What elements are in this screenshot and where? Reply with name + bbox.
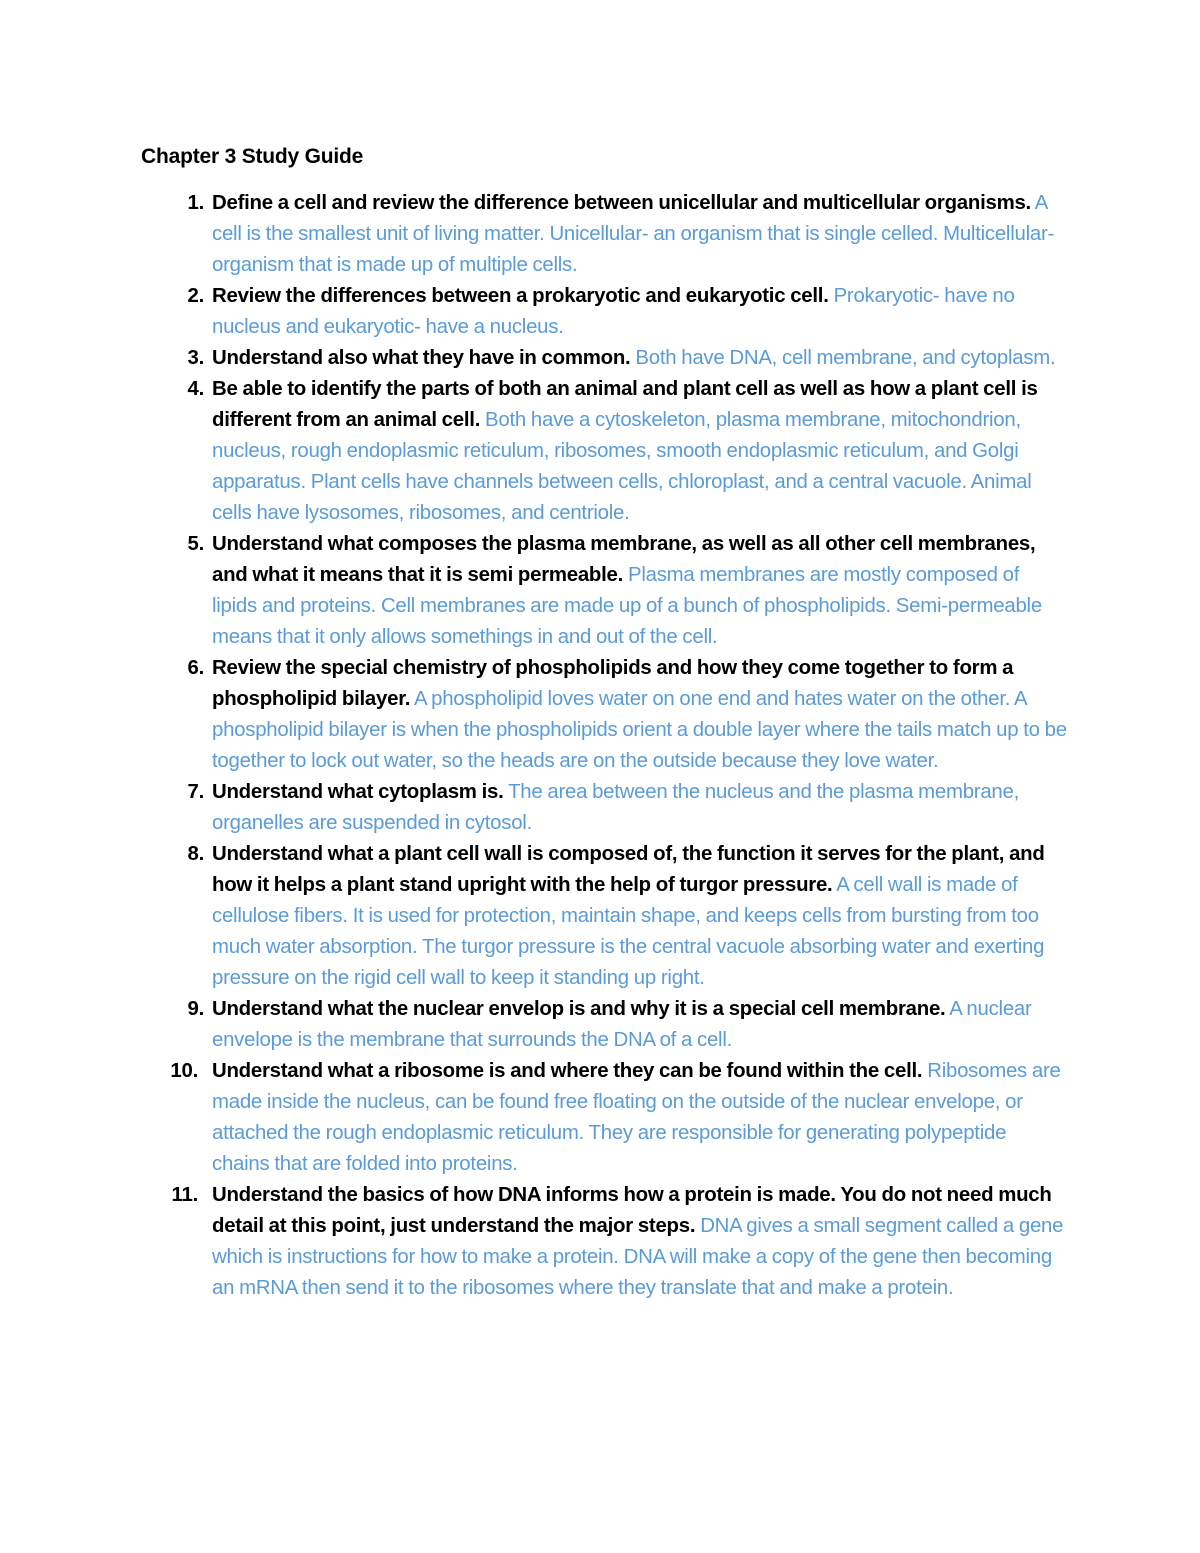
list-item bbox=[187, 839, 1068, 994]
answer-text: A cell is the smallest unit of living matter. Unicellular- an organism that is single celled. Multicellular- organism that is made up of multiple cells. bbox=[212, 192, 1055, 276]
study-question-list bbox=[170, 188, 1068, 1304]
list-item bbox=[187, 777, 1068, 839]
answer-text: The area between the nucleus and the plasma membrane, organelles are suspended in cytosol. bbox=[212, 781, 1020, 834]
list-item bbox=[170, 1056, 1068, 1180]
answer-text: A phospholipid loves water on one end and hates water on the other. A phospholipid bilayer is when the phospholipids orient a double layer where the tails match up to be together to lock out water, so the heads are on the outside because they love water. bbox=[212, 688, 1067, 772]
item-number: 1. bbox=[187, 192, 204, 214]
answer-text: Prokaryotic- have no nucleus and eukaryotic- have a nucleus. bbox=[212, 285, 1015, 338]
item-number: 10. bbox=[170, 1060, 198, 1082]
answer-text: A nuclear envelope is the membrane that surrounds the DNA of a cell. bbox=[212, 998, 1032, 1051]
answer-text: Both have DNA, cell membrane, and cytoplasm. bbox=[635, 347, 1056, 369]
list-item bbox=[187, 343, 1068, 374]
list-item bbox=[187, 188, 1068, 281]
question-text: Understand also what they have in common. bbox=[212, 347, 631, 369]
answer-text: DNA gives a small segment called a gene which is instructions for how to make a protein. DNA will make a copy of the gene then becoming an mRNA then send it to the ribosomes where they translate that and make a protein. bbox=[212, 1215, 1064, 1299]
question-text: Review the special chemistry of phospholipids and how they come together to form a phospholipid bilayer. bbox=[212, 657, 1014, 710]
list-item bbox=[187, 529, 1068, 653]
list-item bbox=[187, 994, 1068, 1056]
list-item bbox=[187, 374, 1068, 529]
item-number: 9. bbox=[187, 998, 204, 1020]
question-text: Understand what composes the plasma membrane, as well as all other cell membranes, and what it means that it is semi permeable. bbox=[212, 533, 1036, 586]
question-text: Understand what a ribosome is and where they can be found within the cell. bbox=[212, 1060, 923, 1082]
question-text: Understand what cytoplasm is. bbox=[212, 781, 504, 803]
question-text: Define a cell and review the difference between unicellular and multicellular organisms. bbox=[212, 192, 1031, 214]
answer-text: Both have a cytoskeleton, plasma membrane, mitochondrion, nucleus, rough endoplasmic reticulum, ribosomes, smooth endoplasmic reticulum, and Golgi apparatus. Plant cells have channels between cells, chloroplast, and a central vacuole. Animal cells have lysosomes, ribosomes, and centriole. bbox=[212, 409, 1032, 524]
item-number: 4. bbox=[187, 378, 204, 400]
item-number: 7. bbox=[187, 781, 204, 803]
question-text: Understand what a plant cell wall is composed of, the function it serves for the plant, and how it helps a plant stand upright with the help of turgor pressure. bbox=[212, 843, 1045, 896]
item-number: 8. bbox=[187, 843, 204, 865]
item-number: 11. bbox=[171, 1184, 198, 1206]
question-text: Be able to identify the parts of both an animal and plant cell as well as how a plant cell is different from an animal cell. bbox=[212, 378, 1038, 431]
question-text: Understand the basics of how DNA informs how a protein is made. You do not need much detail at this point, just understand the major steps. bbox=[212, 1184, 1052, 1237]
document-title: Chapter 3 Study Guide bbox=[141, 145, 364, 168]
question-text: Review the differences between a prokaryotic and eukaryotic cell. bbox=[212, 285, 829, 307]
answer-text: Plasma membranes are mostly composed of lipids and proteins. Cell membranes are made up of a bunch of phospholipids. Semi-permeable means that it only allows somethings in and out of the cell. bbox=[212, 564, 1042, 648]
answer-text: Ribosomes are made inside the nucleus, can be found free floating on the outside of the nuclear envelope, or attached the rough endoplasmic reticulum. They are responsible for generating polypeptide chains that are folded into proteins. bbox=[212, 1060, 1061, 1175]
question-text: Understand what the nuclear envelop is and why it is a special cell membrane. bbox=[212, 998, 946, 1020]
item-number: 6. bbox=[187, 657, 204, 679]
item-number: 3. bbox=[187, 347, 204, 369]
list-item bbox=[187, 281, 1068, 343]
answer-text: A cell wall is made of cellulose fibers. It is used for protection, maintain shape, and keeps cells from bursting from too much water absorption. The turgor pressure is the central vacuole absorbing water and exerting pressure on the rigid cell wall to keep it standing up right. bbox=[212, 874, 1045, 989]
list-item bbox=[187, 653, 1068, 777]
list-item bbox=[171, 1180, 1068, 1304]
item-number: 5. bbox=[187, 533, 204, 555]
item-number: 2. bbox=[187, 285, 204, 307]
